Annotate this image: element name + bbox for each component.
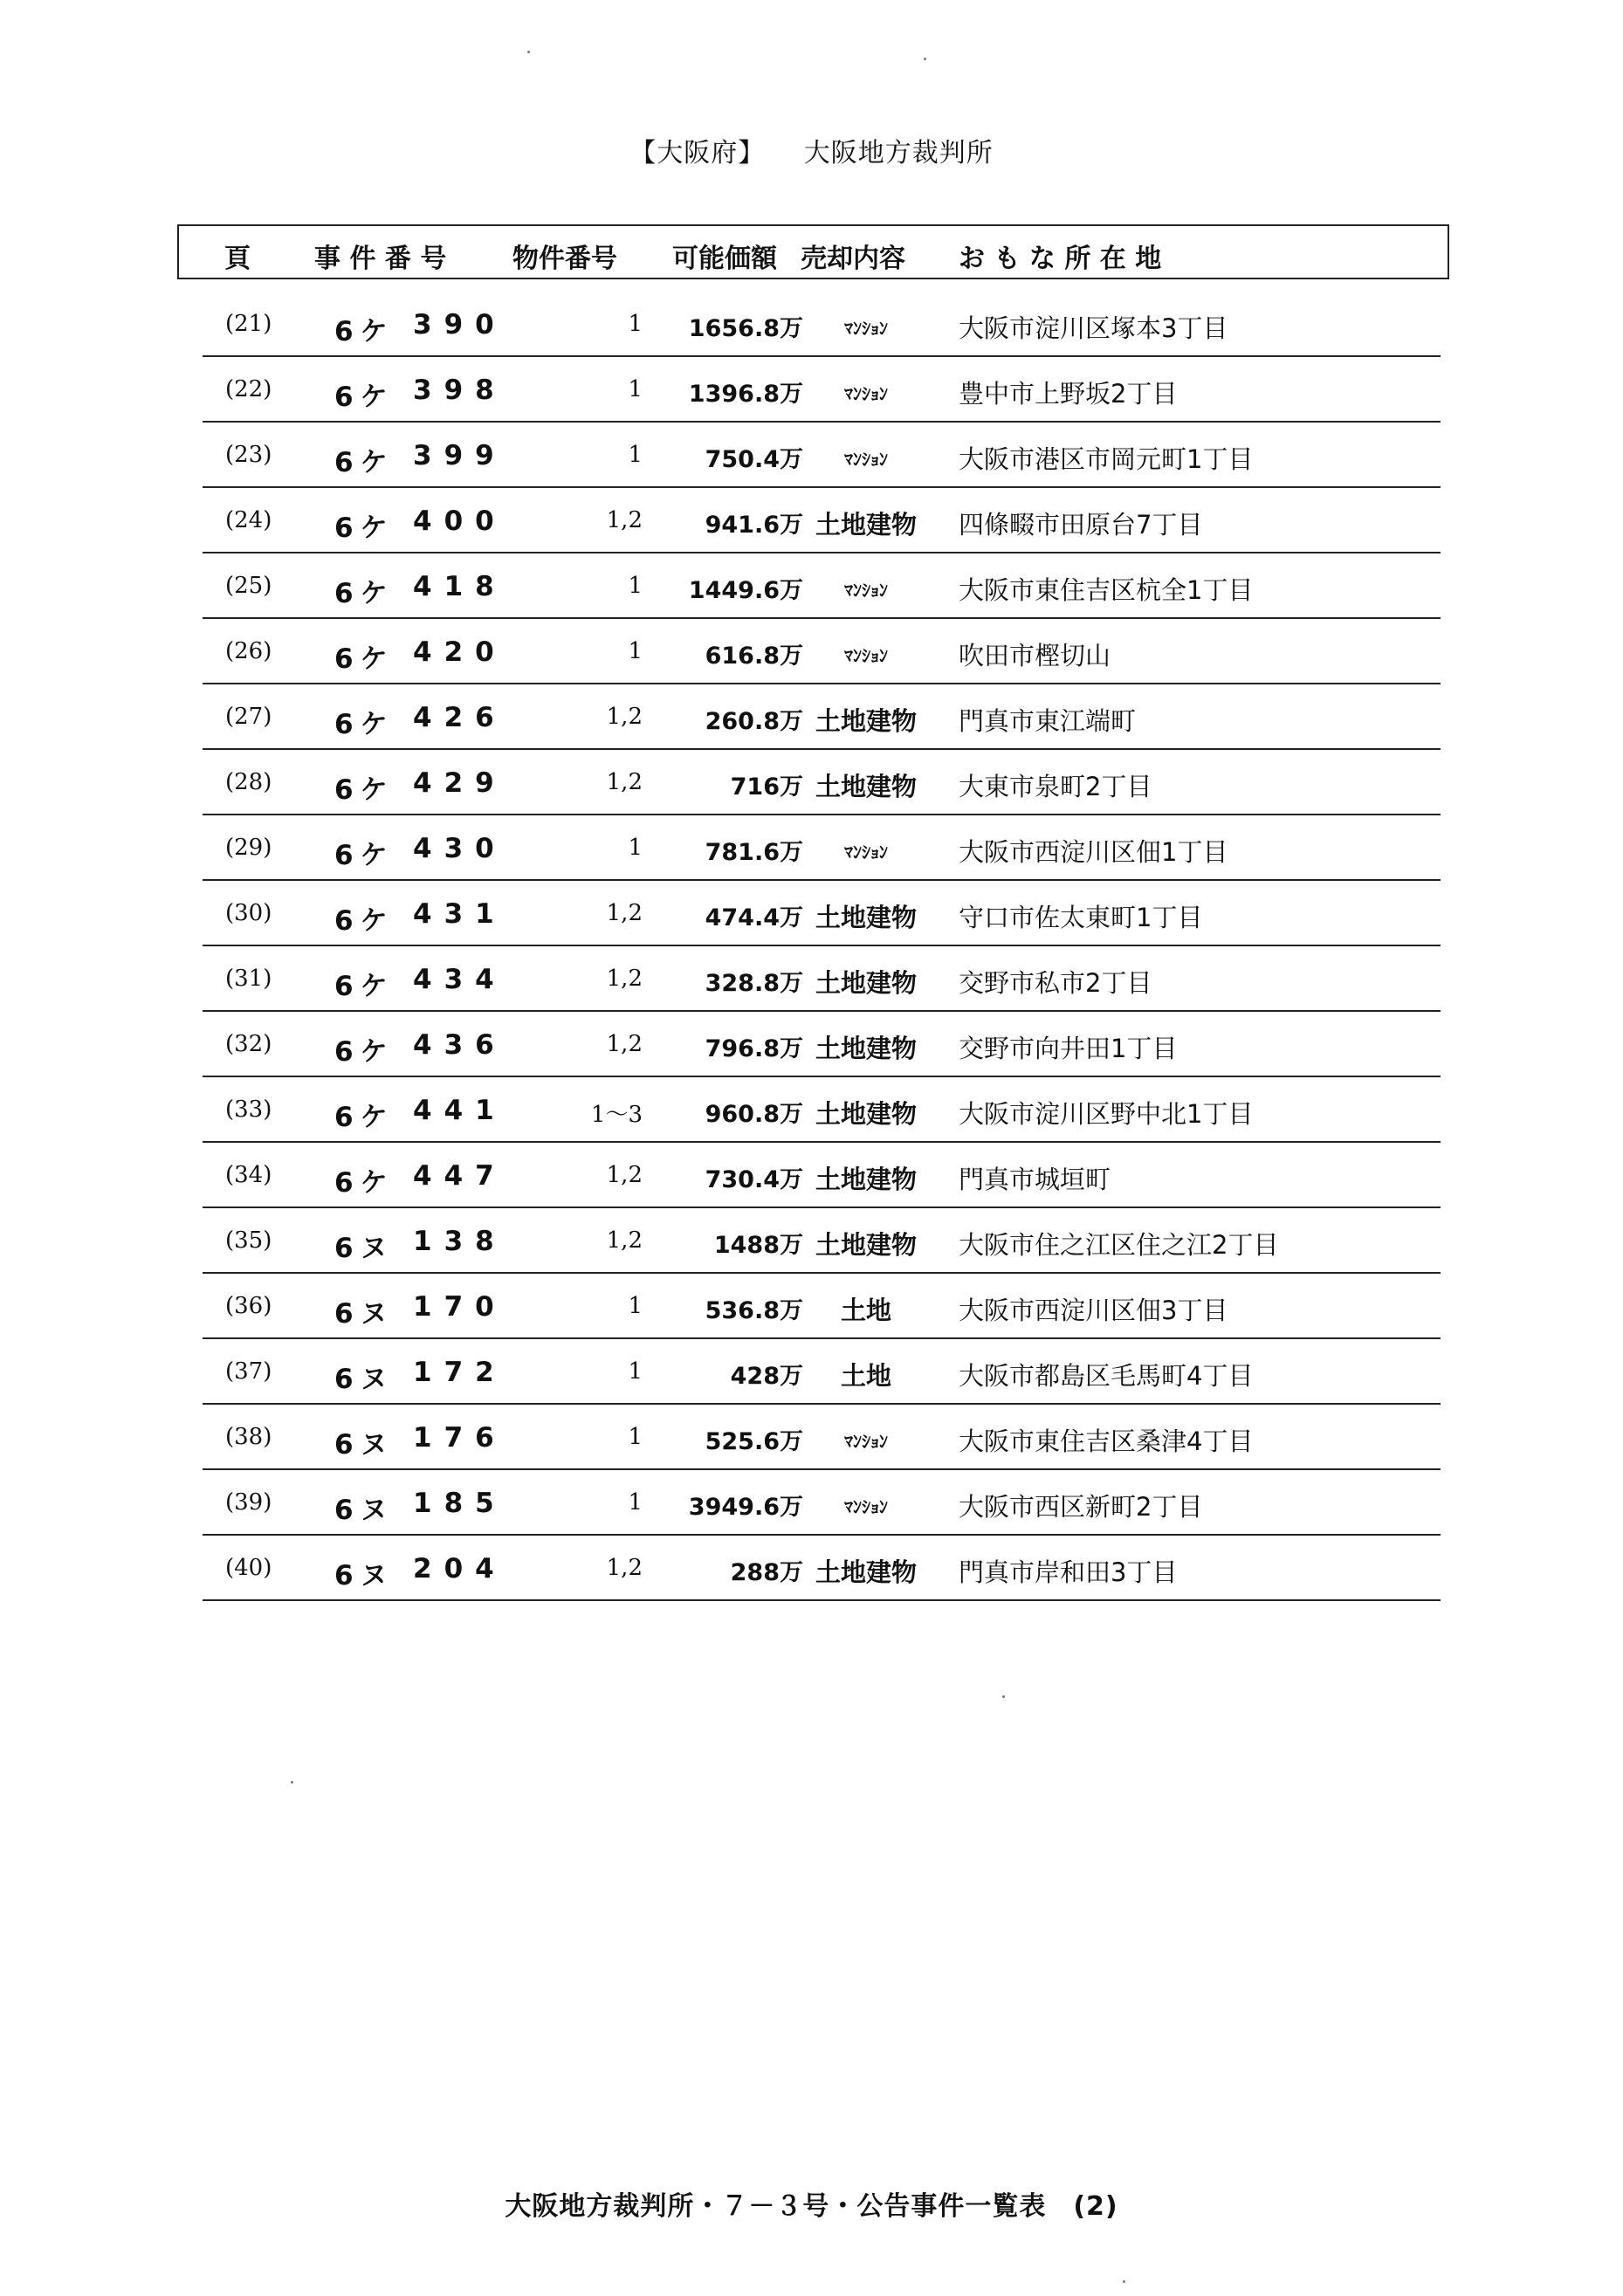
row-page: (23) [225,442,272,468]
row-case-prefix: 6ケ [334,840,395,871]
row-sale-type: 土地建物 [815,1034,917,1063]
row-property-number: 1 [628,835,643,861]
table-row [203,1536,1441,1601]
row-price: 260.8万 [705,708,803,735]
table-row [203,1012,1441,1077]
row-sale-type: ﾏﾝｼｮﾝ [844,580,888,601]
row-property-number: 1 [628,1424,643,1450]
row-page: (21) [225,311,272,337]
row-property-number: 1 [628,311,643,337]
row-case-prefix: 6ケ [334,709,395,740]
row-price: 941.6万 [705,512,803,539]
row-price: 1396.8万 [688,381,803,408]
row-case-num: 441 [413,1095,506,1126]
row-case-number [334,1488,506,1527]
row-case-number [334,1357,506,1396]
row-page: (25) [225,573,272,599]
row-case-prefix: 6ケ [334,905,395,937]
row-page: (28) [225,769,272,795]
table-row [203,1143,1441,1208]
header-location: お も な 所 在 地 [959,244,1162,274]
row-price: 1656.8万 [688,315,803,342]
row-case-num: 426 [413,702,506,733]
row-sale-type: ﾏﾝｼｮﾝ [844,1496,888,1517]
row-location: 大阪市東住吉区杭全1丁目 [959,575,1254,605]
header-price: 可能価額 [672,244,777,274]
row-page: (35) [225,1227,272,1254]
row-price: 781.6万 [705,839,803,866]
row-case-number [334,833,506,872]
page-title [0,131,1623,169]
row-property-number: 1 [628,1358,643,1385]
table-row [203,1274,1441,1339]
scan-speck [1123,2280,1125,2283]
row-page: (34) [225,1162,272,1188]
table-row [203,357,1441,423]
row-case-num: 399 [413,440,506,471]
row-property-number: 1 [628,442,643,468]
row-case-prefix: 6ケ [334,578,395,609]
row-property-number: 1 [628,638,643,664]
row-price: 750.4万 [705,446,803,473]
row-case-num: 434 [413,964,506,995]
court-name: 大阪地方裁判所 [803,138,994,168]
row-location: 豊中市上野坂2丁目 [959,379,1178,409]
row-page: (26) [225,638,272,664]
row-page: (40) [225,1555,272,1581]
row-case-prefix: 6ヌ [334,1364,395,1395]
row-sale-type: 土地建物 [815,1230,917,1260]
row-sale-type: 土地建物 [815,1557,917,1587]
row-property-number: 1,2 [606,900,643,926]
row-property-number: 1 [628,1293,643,1319]
row-page: (31) [225,966,272,992]
row-sale-type: 土地建物 [815,903,917,932]
row-case-number [334,309,506,348]
table-row [203,1470,1441,1536]
row-case-number [334,1095,506,1134]
row-case-number [334,1029,506,1069]
row-location: 大阪市都島区毛馬町4丁目 [959,1361,1254,1391]
page-footer: 大阪地方裁判所・７－３号・公告事件一覧表 (2) [505,2191,1118,2222]
row-case-number [334,636,506,676]
scan-speck [924,58,926,60]
row-case-num: 431 [413,898,506,930]
row-property-number: 1,2 [606,769,643,795]
row-case-prefix: 6ケ [334,316,395,347]
row-location: 大阪市港区市岡元町1丁目 [959,444,1254,474]
row-property-number: 1,2 [606,966,643,992]
row-page: (38) [225,1424,272,1450]
row-case-num: 430 [413,833,506,864]
row-case-num: 172 [413,1357,506,1388]
row-sale-type: 土地建物 [815,1165,917,1194]
row-price: 525.6万 [705,1428,803,1455]
table-row [203,1339,1441,1405]
row-case-num: 398 [413,375,506,406]
table-row [203,946,1441,1012]
row-page: (37) [225,1358,272,1385]
row-property-number: 1,2 [606,1031,643,1057]
row-location: 大阪市東住吉区桑津4丁目 [959,1426,1254,1456]
row-case-num: 418 [413,571,506,602]
row-page: (36) [225,1293,272,1319]
row-case-prefix: 6ケ [334,971,395,1002]
row-price: 474.4万 [705,904,803,931]
row-property-number: 1,2 [606,1162,643,1188]
row-case-prefix: 6ケ [334,382,395,413]
row-location: 門真市岸和田3丁目 [959,1557,1178,1587]
row-location: 門真市東江端町 [959,706,1137,736]
row-property-number: 1,2 [606,1555,643,1581]
row-location: 吹田市樫切山 [959,641,1111,670]
row-sale-type: ﾏﾝｼｮﾝ [844,449,888,470]
row-case-prefix: 6ケ [334,447,395,478]
header-sale-type: 売却内容 [801,244,905,274]
row-case-number [334,571,506,610]
row-sale-type: ﾏﾝｼｮﾝ [844,318,888,339]
row-case-num: 204 [413,1553,506,1585]
header-page: 頁 [224,244,251,274]
row-case-number [334,1160,506,1200]
row-sale-type: 土地建物 [815,706,917,736]
row-case-number [334,702,506,741]
row-case-prefix: 6ケ [334,1167,395,1199]
row-case-num: 390 [413,309,506,340]
row-case-prefix: 6ケ [334,512,395,544]
row-page: (33) [225,1096,272,1123]
row-price: 428万 [730,1363,803,1390]
row-page: (29) [225,835,272,861]
row-sale-type: ﾏﾝｼｮﾝ [844,383,888,404]
row-price: 3949.6万 [688,1494,803,1521]
table-row [203,423,1441,488]
table-row [203,1208,1441,1274]
row-sale-type: 土地 [840,1296,891,1325]
row-property-number: 1 [628,376,643,402]
row-location: 四條畷市田原台7丁目 [959,510,1203,540]
row-case-number [334,375,506,414]
row-price: 616.8万 [705,643,803,670]
row-price: 328.8万 [705,970,803,997]
row-property-number: 1,2 [606,704,643,730]
row-page: (22) [225,376,272,402]
row-case-prefix: 6ヌ [334,1233,395,1264]
table-row [203,553,1441,619]
table-row [203,750,1441,815]
table-row [203,488,1441,553]
row-property-number: 1〜3 [590,1102,643,1128]
row-property-number: 1 [628,1489,643,1516]
row-location: 大阪市西淀川区佃1丁目 [959,837,1228,867]
table-row [203,292,1441,357]
row-case-num: 170 [413,1291,506,1323]
row-sale-type: 土地建物 [815,1099,917,1129]
row-price: 730.4万 [705,1166,803,1193]
row-location: 守口市佐太東町1丁目 [959,903,1203,932]
row-case-number [334,1226,506,1265]
row-case-number [334,440,506,479]
row-price: 1449.6万 [688,577,803,604]
row-case-num: 436 [413,1029,506,1061]
row-case-prefix: 6ケ [334,774,395,806]
table-row [203,1405,1441,1470]
row-location: 交野市向井田1丁目 [959,1034,1178,1063]
row-case-num: 185 [413,1488,506,1519]
row-case-prefix: 6ヌ [334,1298,395,1330]
row-case-prefix: 6ケ [334,643,395,675]
row-case-prefix: 6ケ [334,1102,395,1133]
table-row [203,684,1441,750]
row-page: (24) [225,507,272,533]
row-case-num: 176 [413,1422,506,1454]
row-case-number [334,1553,506,1592]
row-property-number: 1,2 [606,507,643,533]
row-case-num: 447 [413,1160,506,1192]
row-page: (30) [225,900,272,926]
row-property-number: 1,2 [606,1227,643,1254]
row-case-num: 400 [413,505,506,537]
prefecture-label: 【大阪府】 [629,138,766,168]
scan-speck [527,51,530,53]
row-sale-type: 土地 [840,1361,891,1391]
case-table [203,292,1441,1601]
row-page: (39) [225,1489,272,1516]
row-location: 大阪市淀川区野中北1丁目 [959,1099,1254,1129]
row-sale-type: ﾏﾝｼｮﾝ [844,645,888,666]
row-case-number [334,505,506,545]
row-case-number [334,898,506,938]
row-sale-type: ﾏﾝｼｮﾝ [844,842,888,863]
row-property-number: 1 [628,573,643,599]
row-page: (27) [225,704,272,730]
row-location: 大阪市西区新町2丁目 [959,1492,1203,1522]
row-price: 716万 [730,773,803,801]
row-sale-type: 土地建物 [815,968,917,998]
row-location: 大阪市住之江区住之江2丁目 [959,1230,1279,1260]
row-case-num: 420 [413,636,506,668]
row-sale-type: 土地建物 [815,772,917,801]
table-row [203,815,1441,881]
table-row [203,1077,1441,1143]
row-location: 交野市私市2丁目 [959,968,1152,998]
header-case-number: 事 件 番 号 [314,244,447,274]
scan-speck [1002,1695,1005,1698]
row-case-num: 138 [413,1226,506,1257]
row-case-prefix: 6ケ [334,1036,395,1068]
row-sale-type: ﾏﾝｼｮﾝ [844,1431,888,1452]
row-case-prefix: 6ヌ [334,1495,395,1526]
header-property-number: 物件番号 [512,244,617,274]
row-price: 288万 [730,1559,803,1586]
row-location: 大阪市淀川区塚本3丁目 [959,313,1228,343]
row-price: 536.8万 [705,1297,803,1324]
table-row [203,881,1441,946]
table-row [203,619,1441,684]
row-price: 796.8万 [705,1035,803,1062]
row-case-number [334,1422,506,1461]
row-case-prefix: 6ヌ [334,1429,395,1461]
row-case-number [334,1291,506,1330]
row-price: 960.8万 [705,1101,803,1128]
row-sale-type: 土地建物 [815,510,917,540]
row-case-number [334,767,506,807]
row-location: 門真市城垣町 [959,1165,1111,1194]
row-case-prefix: 6ヌ [334,1560,395,1591]
scan-speck [291,1781,293,1784]
row-case-num: 429 [413,767,506,799]
row-case-number [334,964,506,1003]
row-price: 1488万 [713,1232,803,1259]
row-page: (32) [225,1031,272,1057]
table-header [177,224,1449,279]
row-location: 大東市泉町2丁目 [959,772,1152,801]
row-location: 大阪市西淀川区佃3丁目 [959,1296,1228,1325]
